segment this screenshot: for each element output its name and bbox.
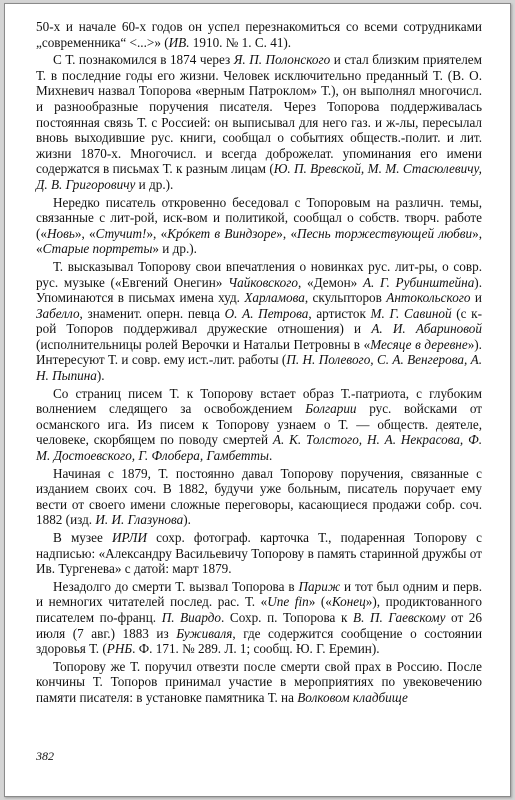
paragraph: Т. высказывал Топорову свои впечатления о новинках рус. лит-ры, о совр. рус. музыке («Евгений Онегин» Чайковского, «Демон» А. Г. Рубинштейна). Упоминаются в письмах имена худ. Харламова, скульпторов Антокольского и Забелло, знаменит. оперн. певца О. А. Петрова, артисток М. Г. Савиной (с к-рой Топоров поддерживал дружеские отношения) и А. И. Абариновой (исполнительницы ролей Верочки и Натальи Петровны в «Месяце в деревне»). Интересуют Т. и совр. ему ист.-лит. работы (П. Н. Полевого, С. А. Венгерова, А. Н. Пыпина). xyxy=(36,258,482,384)
paragraph: Нередко писатель откровенно беседовал с Топоровым на различн. темы, связанные с лит-рой, иск-вом и политикой, сообщал о собств. творч. работе («Новь», «Стучит!», «Крóкет в Виндзоре», «Песнь торжествующей любви», «Старые портреты» и др.). xyxy=(36,194,483,257)
paragraph: 50-х и начале 60-х годов он успел перезнакомиться со всеми сотрудниками „современника“ <...>» (ИВ. 1910. № 1. С. 41). xyxy=(36,19,482,50)
paragraph: Начиная с 1879, Т. постоянно давал Топорову поручения, связанные с изданием своих соч. В 1882, будучи уже больным, писатель поручает ему вести от своего имени сложные переговоры, касающиеся продажи собр. соч. 1882 (изд. И. И. Глазунова). xyxy=(36,465,482,528)
page-number: 382 xyxy=(36,749,54,763)
paragraph: В музее ИРЛИ сохр. фотограф. карточка Т., подаренная Топорову с надписью: «Александру Васильевичу Топорову в память старинной дружбы от Ив. Тургенева» с датой: март 1879. xyxy=(36,530,482,577)
paragraph: Незадолго до смерти Т. вызвал Топорова в Париж и тот был одним и перв. и немногих читателей послед. рас. Т. «Une fin» («Конец»), продиктованного писателем по-франц. П. Виардо. Сохр. п. Топорова к В. П. Гаевскому от 26 июля (7 авг.) 1883 из Буживаля, где содержится сообщение о состоянии здоровья Т. (РНБ. Ф. 171. № 289. Л. 1; сообщ. Ю. Г. Еремин). xyxy=(36,578,483,657)
page-text xyxy=(36,19,482,706)
paragraph: С Т. познакомился в 1874 через Я. П. Полонского и стал близким приятелем Т. в последние годы его жизни. Человек исключительно преданный Т. (В. О. Михневич назвал Топорова «верным Патроклом» Т.), он выполнял многочисл. и разнообразные поручения писателя. Через Топорова поддерживалась постоянная связь Т. с Россией: он выписывал для него газ. и ж-лы, пересылал вновь выходившие рус. книги, сообщал о событиях обществ.-полит. и лит. жизни 1870-х. Многочисл. и всегда доброжелат. упоминания его имени содержатся в письмах Т. к разным лицам (Ю. П. Вревской, М. М. Стасюлевичу, Д. В. Григоровичу и др.). xyxy=(36,52,482,192)
paragraph: Топорову же Т. поручил отвезти после смерти свой прах в Россию. После кончины Т. Топоров принимал участие в мероприятиях по увековечению памяти писателя: в установке памятника Т. на Волковом кладбище xyxy=(36,658,482,705)
book-page xyxy=(4,3,511,797)
paragraph: Со страниц писем Т. к Топорову встает образ Т.-патриота, с глубоким волнением следящего за освобождением Болгарии рус. войсками от османского ига. Из писем к Топорову узнаем о Т. — обществ. деятеле, человеке, скорбящем по поводу смертей А. К. Толстого, Н. А. Некрасова, Ф. М. Достоевского, Г. Флобера, Гамбетты. xyxy=(36,385,483,464)
